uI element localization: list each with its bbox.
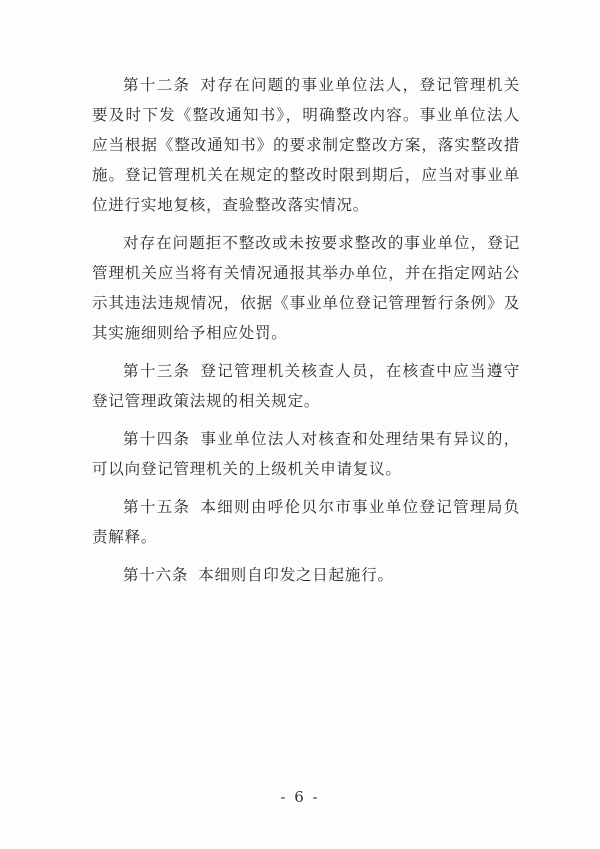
article-13-text: 登记管理机关核查人员，在核查中应当遵守登记管理政策法规的相关规定。 — [92, 362, 521, 410]
article-14-paragraph — [92, 424, 520, 484]
article-16-label: 第十六条 — [123, 566, 189, 584]
article-12-continuation-text: 对存在问题拒不整改或未按要求整改的事业单位，登记管理机关应当将有关情况通报其举办单位，并在指定网站公示其违法违规情况，依据《事业单位登记管理暂行条例》及其实施细则给予相应处罚。 — [92, 234, 520, 342]
article-16-paragraph — [92, 560, 520, 590]
article-13-label: 第十三条 — [123, 362, 191, 380]
article-14-text: 事业单位法人对核查和处理结果有异议的，可以向登记管理机关的上级机关申请复议。 — [92, 430, 521, 478]
article-13-paragraph — [92, 356, 520, 416]
document-body — [92, 70, 520, 598]
article-16-text: 本细则自印发之日起施行。 — [198, 566, 394, 584]
article-12-text: 对存在问题的事业单位法人，登记管理机关要及时下发《整改通知书》，明确整改内容。事业单位法人应当根据《整改通知书》的要求制定整改方案，落实整改措施。登记管理机关在规定的整改时限到期后，应当对事业单位进行实地复核，查验整改落实情况。 — [92, 76, 521, 214]
article-12-label: 第十二条 — [123, 76, 191, 94]
article-12-paragraph — [92, 70, 520, 220]
article-15-paragraph — [92, 492, 520, 552]
article-15-label: 第十五条 — [123, 498, 191, 516]
article-15-text: 本细则由呼伦贝尔市事业单位登记管理局负责解释。 — [92, 498, 521, 546]
article-12-continuation-paragraph — [92, 228, 520, 348]
article-14-label: 第十四条 — [123, 430, 191, 448]
page-number: - 6 - — [280, 788, 320, 806]
